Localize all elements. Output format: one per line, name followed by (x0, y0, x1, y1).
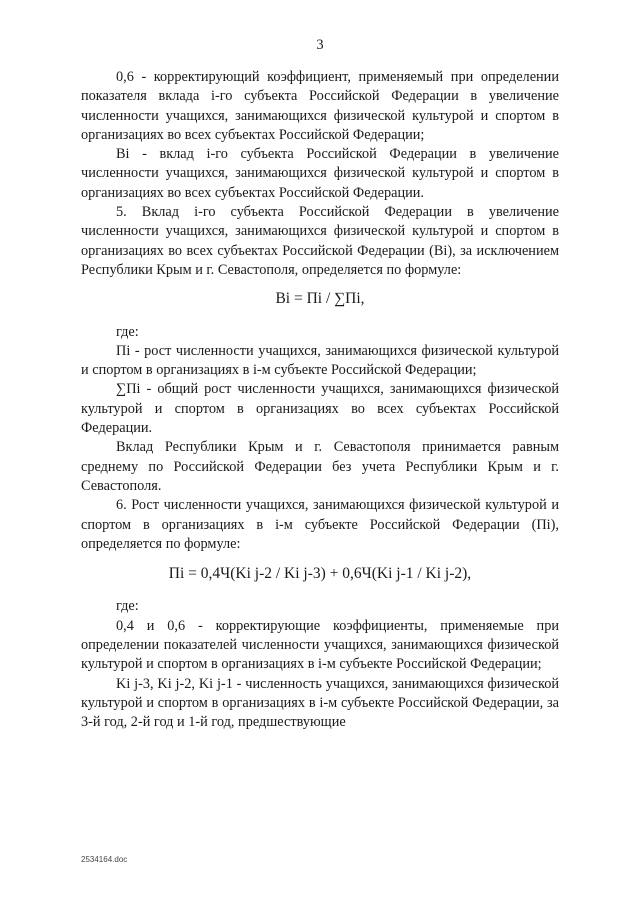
paragraph-sum-pi-definition: ∑Пi - общий рост численности учащихся, занимающихся физической культурой и спортом в организациях во всех субъектах Российской Федерации. (81, 381, 559, 437)
footer-filename: 2534164.doc (81, 855, 128, 864)
formula-pi: Пi = 0,4Ч(Ki j-2 / Ki j-3) + 0,6Ч(Ki j-1 / Ki j-2), (168, 565, 472, 583)
where-label-1: где: (116, 323, 139, 340)
paragraph-bi-definition: Bi - вклад i-го субъекта Российской Федерации в увеличение численности учащихся, занимающихся физической культурой и спортом в организациях во всех субъектах Российской Федерации. (81, 146, 559, 201)
paragraph-crimea-sevastopol: Вклад Республики Крым и г. Севастополя принимается равным среднему по Российской Федерации без учета Республики Крым и г. Севастополя. (81, 439, 559, 494)
where-label-2: где: (116, 598, 139, 615)
document-body (81, 68, 559, 733)
paragraph-section-5: 5. Вклад i-го субъекта Российской Федерации в увеличение численности учащихся, занимающихся физической культурой и спортом в организациях во всех субъектах Российской Федерации (Bi), за исключением Республики Крым и г. Севастополя, определяется по формуле: (81, 204, 559, 278)
formula-bi: Bi = Пi / ∑Пi, (275, 290, 365, 308)
paragraph-coefficient-06: 0,6 - корректирующий коэффициент, применяемый при определении показателя вклада i-го субъекта Российской Федерации в увеличение численности учащихся, занимающихся физической культурой и спортом в организациях во всех субъектах Российской Федерации; (81, 69, 559, 143)
paragraph-k-definition: Ki j-3, Ki j-2, Ki j-1 - численность учащихся, занимающихся физической культурой и спортом в организациях в i-м субъекте Российской Федерации, за 3-й год, 2-й год и 1-й год, предшествующие (81, 675, 559, 731)
paragraph-section-6: 6. Рост численности учащихся, занимающихся физической культурой и спортом в организациях в i-м субъекте Российской Федерации (Пi), определяется по формуле: (81, 497, 559, 552)
page-number: 3 (316, 37, 324, 53)
paragraph-pi-definition: Пi - рост численности учащихся, занимающихся физической культурой и спортом в организациях в i-м субъекте Российской Федерации; (81, 342, 559, 379)
paragraph-coefficients-04-06: 0,4 и 0,6 - корректирующие коэффициенты, применяемые при определении показателей численности учащихся, занимающихся физической культурой и спортом в организациях в i-м субъекте Российской Федерации; (81, 617, 559, 673)
